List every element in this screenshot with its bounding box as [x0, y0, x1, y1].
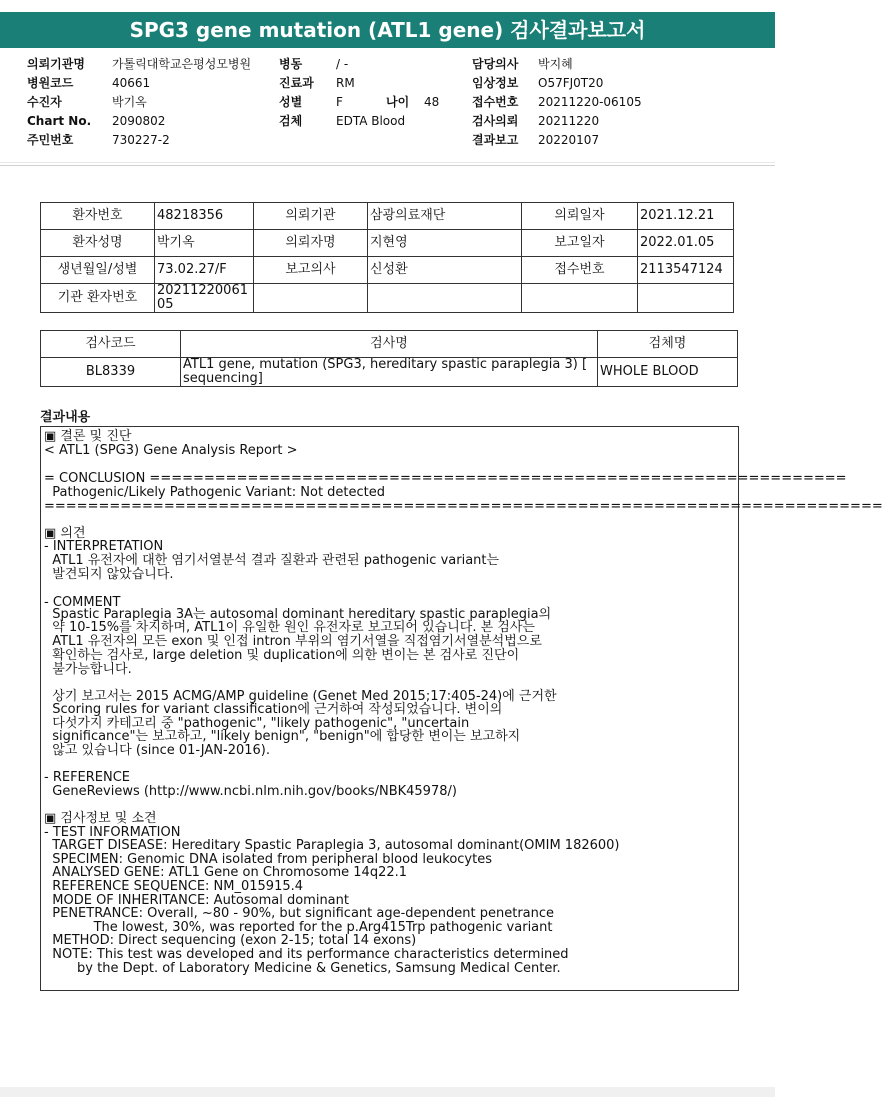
- result-line: 발견되지 않았습니다.: [44, 567, 174, 582]
- header-label: 검사의뢰: [472, 114, 519, 128]
- table-cell: 의뢰자명: [254, 230, 368, 257]
- header-value: / -: [336, 57, 349, 71]
- report-title: SPG3 gene mutation (ATL1 gene) 검사결과보고서: [0, 12, 775, 48]
- result-line: Spastic Paraplegia 3A는 autosomal dominant hereditary spastic paraplegia의: [44, 607, 552, 622]
- table-row: [41, 230, 734, 257]
- test-name: ATL1 gene, mutation (SPG3, hereditary spastic paraplegia 3) [ sequencing]: [181, 358, 598, 387]
- result-line: TARGET DISEASE: Hereditary Spastic Paraplegia 3, autosomal dominant(OMIM 182600): [44, 838, 620, 853]
- result-line: PENETRANCE: Overall, ~80 - 90%, but significant age-dependent penetrance: [44, 906, 555, 921]
- test-specimen: WHOLE BLOOD: [598, 358, 738, 387]
- result-line: GeneReviews (http://www.ncbi.nlm.nih.gov/books/NBK45978/): [44, 784, 457, 799]
- table-row: [41, 203, 734, 230]
- table-cell: [638, 284, 734, 313]
- table-cell: 48218356: [155, 203, 254, 230]
- table-cell: 2113547124: [638, 257, 734, 284]
- table-cell: 신성환: [368, 257, 522, 284]
- header-value: 20220107: [538, 133, 600, 147]
- table-header: 검사코드: [41, 331, 181, 358]
- result-line: - REFERENCE: [44, 770, 131, 785]
- table-cell: 73.02.27/F: [155, 257, 254, 284]
- table-header-row: [41, 331, 738, 358]
- header-label: 병원코드: [27, 76, 74, 90]
- result-line: = CONCLUSION ================================================================: [44, 471, 847, 486]
- result-line: NOTE: This test was developed and its performance characteristics determined: [44, 947, 569, 962]
- header-label: 병동: [279, 57, 303, 71]
- table-cell: 지현영: [368, 230, 522, 257]
- table-cell: 보고의사: [254, 257, 368, 284]
- header-label: Chart No.: [27, 114, 92, 128]
- result-line: ▣ 검사정보 및 소견: [44, 811, 157, 826]
- result-line: MODE OF INHERITANCE: Autosomal dominant: [44, 893, 349, 908]
- header-label: 임상정보: [472, 76, 519, 90]
- table-cell: 2021122006105: [155, 284, 254, 313]
- table-header: 검사명: [181, 331, 598, 358]
- table-cell: [522, 284, 638, 313]
- result-line: Scoring rules for variant classification에 근거하여 작성되었습니다. 변이의: [44, 702, 503, 717]
- table-cell: [368, 284, 522, 313]
- result-line: =============================================================================: [44, 499, 883, 514]
- header-value: RM: [336, 76, 355, 90]
- test-table: [40, 330, 738, 387]
- header-value: 730227-2: [112, 133, 170, 147]
- table-cell: 기관 환자번호: [41, 284, 155, 313]
- result-line: 약 10-15%를 차지하며, ATL1이 유일한 원인 유전자로 보고되어 있습니다. 본 검사는: [44, 620, 535, 635]
- header-label: 진료과: [279, 76, 314, 90]
- result-line: METHOD: Direct sequencing (exon 2-15; total 14 exons): [44, 933, 417, 948]
- header-value: 2090802: [112, 114, 166, 128]
- patient-info-table: [40, 202, 734, 313]
- result-line: REFERENCE SEQUENCE: NM_015915.4: [44, 879, 304, 894]
- age-label: 나이: [386, 95, 410, 109]
- table-cell: 생년월일/성별: [41, 257, 155, 284]
- test-code: BL8339: [41, 358, 181, 387]
- result-line: 확인하는 검사로, large deletion 및 duplication에 의한 변이는 본 검사로 진단이: [44, 648, 520, 663]
- header-value: 박지혜: [538, 57, 573, 71]
- header-col1: [27, 55, 251, 150]
- header-value: 40661: [112, 76, 151, 90]
- result-line: The lowest, 30%, was reported for the p.Arg415Trp pathogenic variant: [44, 920, 553, 935]
- result-line: - COMMENT: [44, 595, 121, 610]
- header-value: O57FJ0T20: [538, 76, 604, 90]
- header-label: 담당의사: [472, 57, 519, 71]
- header-label: 수진자: [27, 95, 62, 109]
- result-line: 않고 있습니다 (since 01-JAN-2016).: [44, 743, 271, 758]
- age-value: 48: [424, 95, 440, 109]
- table-cell: 접수번호: [522, 257, 638, 284]
- result-line: < ATL1 (SPG3) Gene Analysis Report >: [44, 443, 298, 458]
- header-value: 가톨릭대학교은평성모병원: [112, 57, 252, 71]
- result-line: - TEST INFORMATION: [44, 825, 181, 840]
- table-cell: 의뢰일자: [522, 203, 638, 230]
- result-line: by the Dept. of Laboratory Medicine & Genetics, Samsung Medical Center.: [44, 961, 561, 976]
- table-row: [41, 358, 738, 387]
- header-label: 접수번호: [472, 95, 519, 109]
- result-line: 다섯가지 카테고리 중 "pathogenic", "likely pathogenic", "uncertain: [44, 716, 470, 731]
- result-line: ATL1 유전자의 모든 exon 및 인접 intron 부위의 염기서열을 직접염기서열분석법으로: [44, 634, 542, 649]
- result-line: SPECIMEN: Genomic DNA isolated from peripheral blood leukocytes: [44, 852, 492, 867]
- header-value: F: [336, 95, 343, 109]
- header-label: 의뢰기관명: [27, 57, 85, 71]
- table-cell: 환자성명: [41, 230, 155, 257]
- header-value: 박기옥: [112, 95, 147, 109]
- result-line: ▣ 결론 및 진단: [44, 429, 132, 444]
- header-label: 결과보고: [472, 133, 519, 147]
- result-line: significance"는 보고하고, "likely benign", "benign"에 합당한 변이는 보고하지: [44, 729, 521, 744]
- table-cell: 2022.01.05: [638, 230, 734, 257]
- result-line: 상기 보고서는 2015 ACMG/AMP guideline (Genet Med 2015;17:405-24)에 근거한: [44, 689, 557, 704]
- table-cell: [254, 284, 368, 313]
- header-value: 20211220: [538, 114, 600, 128]
- table-row: [41, 257, 734, 284]
- result-line: Pathogenic/Likely Pathogenic Variant: Not detected: [44, 485, 386, 500]
- header-label: 주민번호: [27, 133, 74, 147]
- table-cell: 환자번호: [41, 203, 155, 230]
- header-value: EDTA Blood: [336, 114, 406, 128]
- result-line: 불가능합니다.: [44, 662, 132, 677]
- result-section-title: 결과내용: [40, 410, 91, 425]
- table-cell: 삼광의료재단: [368, 203, 522, 230]
- table-cell: 보고일자: [522, 230, 638, 257]
- table-cell: 2021.12.21: [638, 203, 734, 230]
- result-line: ▣ 의견: [44, 526, 86, 541]
- header-label: 성별: [279, 95, 303, 109]
- page-footer-strip: [0, 1087, 775, 1097]
- header-col3: [472, 55, 642, 150]
- result-line: ANALYSED GENE: ATL1 Gene on Chromosome 14q22.1: [44, 865, 408, 880]
- header-divider: [0, 165, 775, 166]
- result-line: - INTERPRETATION: [44, 539, 164, 554]
- table-cell: 의뢰기관: [254, 203, 368, 230]
- table-row: [41, 284, 734, 313]
- table-header: 검체명: [598, 331, 738, 358]
- header-col2: [279, 55, 439, 131]
- table-cell: 박기옥: [155, 230, 254, 257]
- header-label: 검체: [279, 114, 303, 128]
- header-divider: [0, 162, 775, 163]
- result-line: ATL1 유전자에 대한 염기서열분석 결과 질환과 관련된 pathogenic variant는: [44, 553, 500, 568]
- header-value: 20211220-06105: [538, 95, 642, 109]
